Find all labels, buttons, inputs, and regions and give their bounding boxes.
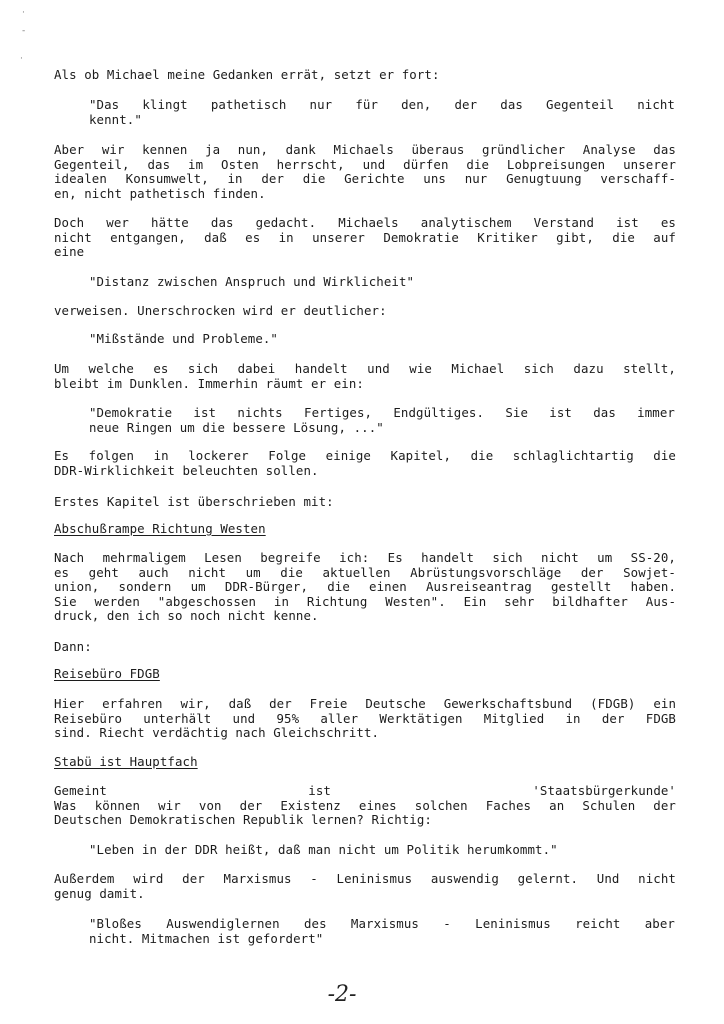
text-line: en, nicht pathetisch finden. (54, 185, 266, 201)
text-line: Reisebüro FDGB (54, 666, 160, 681)
text-line: nicht entgangen, daß es in unserer Demokratie Kritiker gibt, die auf (54, 229, 676, 245)
quote-paragraph (89, 917, 675, 946)
section-heading (54, 522, 676, 537)
text-line: Nach mehrmaligem Lesen begreife ich: Es handelt sich nicht um SS-20, (54, 550, 676, 565)
text-line: Abschußrampe Richtung Westen (54, 521, 266, 536)
text-line: Deutschen Demokratischen Republik lernen? Richtig: (54, 812, 432, 828)
section-heading (54, 667, 676, 682)
quote-paragraph (89, 406, 675, 435)
text-line: Was können wir von der Existenz eines solchen Faches an Schulen der (54, 797, 676, 813)
scan-mark: · (22, 8, 25, 18)
text-line: eine (54, 244, 85, 260)
section-heading (54, 755, 676, 770)
quote-paragraph (89, 275, 675, 290)
text-line: Hier erfahren wir, daß der Freie Deutsche Gewerkschaftsbund (FDGB) ein (54, 696, 676, 711)
body-paragraph (54, 495, 676, 510)
body-paragraph (54, 216, 676, 260)
text-line: verweisen. Unerschrocken wird er deutlicher: (54, 303, 387, 318)
text-line: Aber wir kennen ja nun, dank Michaels überaus gründlicher Analyse das (54, 142, 676, 157)
body-paragraph (54, 143, 676, 201)
text-line: union, sondern um DDR-Bürger, die einen Ausreiseantrag gestellt haben. (54, 579, 676, 595)
text-line: "Distanz zwischen Anspruch und Wirklicheit" (89, 274, 415, 289)
text-line: neue Ringen um die bessere Lösung, ..." (89, 419, 384, 435)
text-line: sind. Riecht verdächtig nach Gleichschritt. (54, 725, 380, 741)
text-line: Als ob Michael meine Gedanken errät, setzt er fort: (54, 67, 440, 82)
page-number: -2- (327, 982, 357, 1007)
body-paragraph (54, 68, 676, 83)
text-line: kennt." (89, 111, 142, 127)
text-line: "Leben in der DDR heißt, daß man nicht um Politik herumkommt." (89, 842, 558, 857)
text-line: Sie werden "abgeschossen in Richtung Westen". Ein sehr bildhafter Aus- (54, 593, 676, 609)
body-paragraph (54, 640, 676, 655)
text-line: Gemeint ist 'Staatsbürgerkunde' (54, 783, 676, 798)
body-paragraph (54, 697, 676, 741)
text-line: Um welche es sich dabei handelt und wie Michael sich dazu stellt, (54, 361, 676, 376)
quote-paragraph (89, 98, 675, 127)
text-line: DDR-Wirklichkeit beleuchten sollen. (54, 462, 319, 478)
text-line: Es folgen in lockerer Folge einige Kapitel, die schlaglichtartig die (54, 448, 676, 463)
text-line: Reisebüro unterhält und 95% aller Werktätigen Mitglied in der FDGB (54, 710, 676, 726)
body-paragraph (54, 449, 676, 478)
text-line: Dann: (54, 639, 92, 654)
text-line: es geht auch nicht um die aktuellen Abrüstungsvorschläge der Sowjet- (54, 564, 676, 580)
text-line: "Mißstände und Probleme." (89, 331, 278, 346)
scan-mark: - (22, 26, 26, 36)
text-line: "Demokratie ist nichts Fertiges, Endgültiges. Sie ist das immer (89, 405, 675, 420)
body-paragraph (54, 784, 676, 828)
text-line: genug damit. (54, 885, 145, 901)
text-line: idealen Konsumwelt, in der die Gerichte uns nur Genugtuung verschaff- (54, 171, 676, 187)
text-line: "Bloßes Auswendiglernen des Marxismus - Leninismus reicht aber (89, 916, 675, 931)
scan-mark: · (20, 54, 23, 64)
text-line: nicht. Mitmachen ist gefordert" (89, 930, 324, 946)
body-paragraph (54, 872, 676, 901)
text-line: Doch wer hätte das gedacht. Michaels analytischem Verstand ist es (54, 215, 676, 230)
text-line: Außerdem wird der Marxismus - Leninismus auswendig gelernt. Und nicht (54, 871, 676, 886)
text-line: druck, den ich so noch nicht kenne. (54, 608, 319, 624)
body-paragraph (54, 362, 676, 391)
body-paragraph (54, 551, 676, 624)
text-line: "Das klingt pathetisch nur für den, der das Gegenteil nicht (89, 97, 675, 112)
quote-paragraph (89, 843, 675, 858)
text-line: Stabü ist Hauptfach (54, 754, 198, 769)
text-line: Gegenteil, das im Osten herrscht, und dürfen die Lobpreisungen unserer (54, 156, 676, 172)
text-line: Erstes Kapitel ist überschrieben mit: (54, 494, 334, 509)
quote-paragraph (89, 332, 675, 347)
body-paragraph (54, 304, 676, 319)
text-line: bleibt im Dunklen. Immerhin räumt er ein: (54, 375, 364, 391)
